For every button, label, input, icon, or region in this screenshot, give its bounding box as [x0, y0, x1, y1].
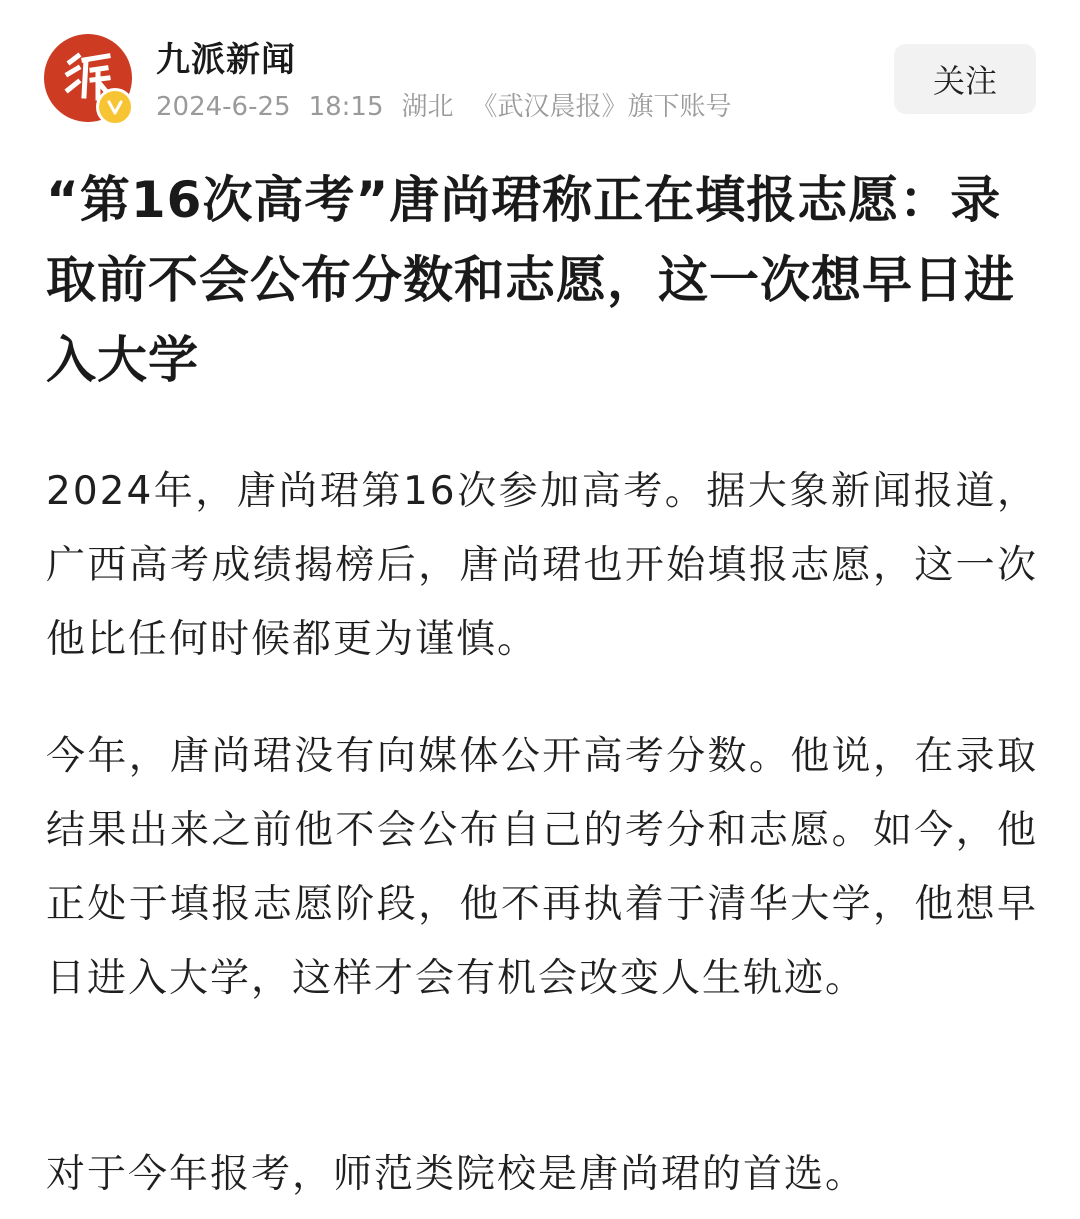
- verified-v-icon: [106, 98, 124, 116]
- verified-badge: [96, 88, 134, 126]
- post-time: 18:15: [308, 92, 384, 122]
- article-header: [44, 30, 1036, 122]
- article-paragraph: 对于今年报考，师范类院校是唐尚珺的首选。: [46, 1152, 867, 1197]
- article-title: “第16次高考”唐尚珺称正在填报志愿：录取前不会公布分数和志愿，这一次想早日进入大学: [46, 171, 1015, 389]
- account-avatar[interactable]: [44, 34, 132, 122]
- account-affiliation: 《武汉晨报》旗下账号: [471, 92, 732, 122]
- follow-button[interactable]: 关注: [894, 44, 1036, 114]
- post-meta: [156, 86, 750, 123]
- article-paragraph: 2024年，唐尚珺第16次参加高考。据大象新闻报道，广西高考成绩揭榜后，唐尚珺也开始填报志愿，这一次他比任何时候都更为谨慎。: [46, 469, 1038, 662]
- article-paragraph: 今年，唐尚珺没有向媒体公开高考分数。他说，在录取结果出来之前他不会公布自己的考分和志愿。如今，他正处于填报志愿阶段，他不再执着于清华大学，他想早日进入大学，这样才会有机会改变人生轨迹。: [46, 734, 1038, 1001]
- account-name[interactable]: 九派新闻: [156, 40, 296, 80]
- post-date: 2024-6-25: [156, 92, 291, 122]
- post-location: 湖北: [401, 92, 454, 122]
